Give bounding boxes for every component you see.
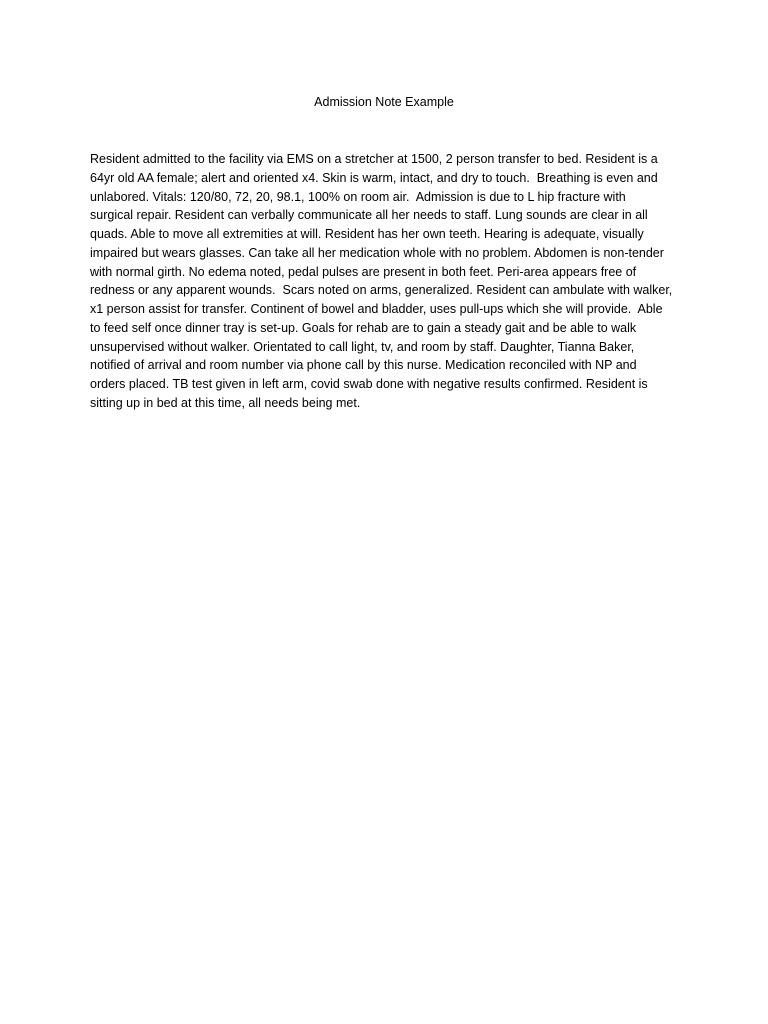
body-line: with normal girth. No edema noted, pedal pulses are present in both feet. Peri-area appears free of <box>90 264 637 279</box>
body-line: sitting up in bed at this time, all needs being met. <box>90 395 361 410</box>
body-line: surgical repair. Resident can verbally communicate all her needs to staff. Lung sounds are clear in all <box>90 208 648 223</box>
body-line: Resident admitted to the facility via EMS on a stretcher at 1500, 2 person transfer to bed. Resident is a <box>90 152 658 166</box>
document-body <box>90 150 690 413</box>
body-line: orders placed. TB test given in left arm, covid swab done with negative results confirmed. Resident is <box>90 377 648 391</box>
body-line: quads. Able to move all extremities at will. Resident has her own teeth. Hearing is adequate, visually <box>90 227 644 241</box>
body-line: notified of arrival and room number via phone call by this nurse. Medication reconciled with NP and <box>90 358 637 373</box>
document-title: Admission Note Example <box>314 95 454 109</box>
body-line: redness or any apparent wounds. Scars noted on arms, generalized. Resident can ambulate with walker, <box>90 283 673 298</box>
body-line: unlabored. Vitals: 120/80, 72, 20, 98.1, 100% on room air. Admission is due to L hip fracture with <box>90 189 626 204</box>
body-line: x1 person assist for transfer. Continent of bowel and bladder, uses pull-ups which she will provide. Able <box>90 302 663 316</box>
body-line: 64yr old AA female; alert and oriented x4. Skin is warm, intact, and dry to touch. Breathing is even and <box>90 170 658 185</box>
body-line: to feed self once dinner tray is set-up. Goals for rehab are to gain a steady gait and be able to walk <box>90 320 637 335</box>
body-line: impaired but wears glasses. Can take all her medication whole with no problem. Abdomen is non-tender <box>90 245 664 260</box>
body-line: unsupervised without walker. Orientated to call light, tv, and room by staff. Daughter, Tianna Baker, <box>90 339 635 354</box>
